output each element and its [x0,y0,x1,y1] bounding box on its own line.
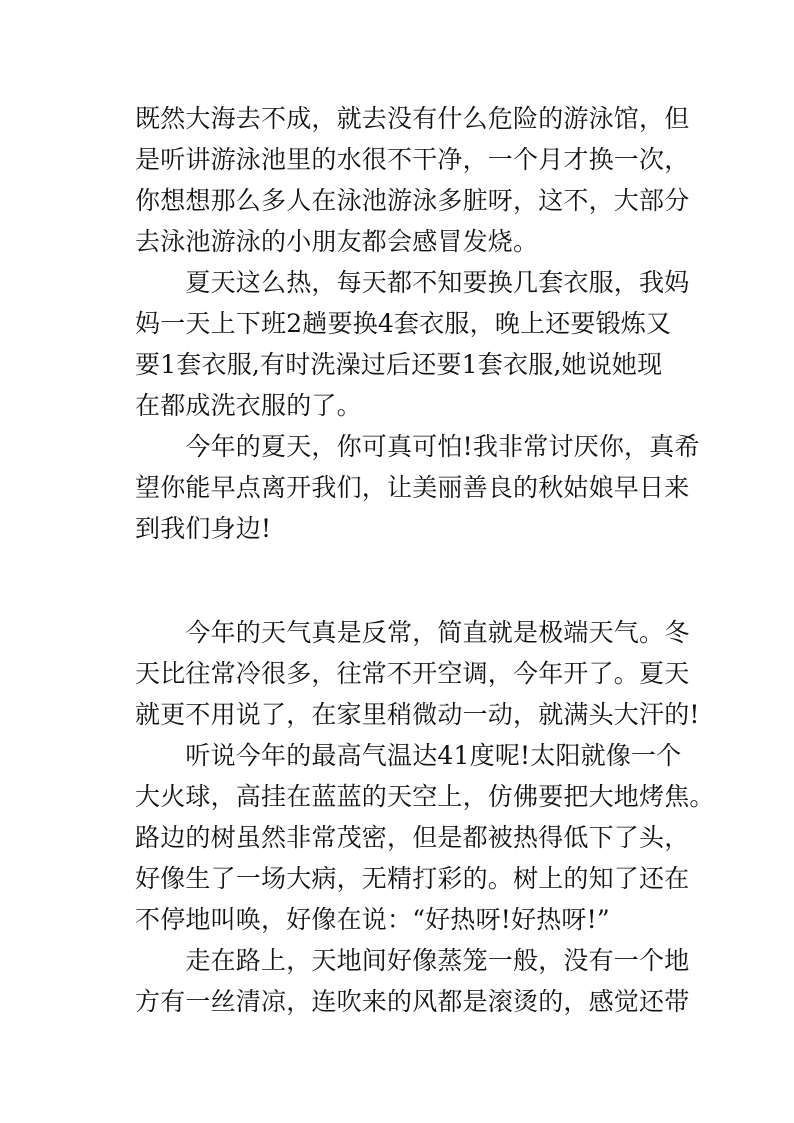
text-line: 天比往常冷很多，往常不开空调，今年开了。夏天 [135,659,690,688]
text-line: 今年的天气真是反常，简直就是极端天气。冬 [135,618,690,647]
text-line: 走在路上，天地间好像蒸笼一般，没有一个地 [135,946,690,975]
text-line: 今年的夏天，你可真可怕!我非常讨厌你，真希 [135,432,700,461]
text-line: 妈一天上下班2趟要换4套衣服，晚上还要锻炼又 [135,309,672,338]
text-line: 要1套衣服,有时洗澡过后还要1套衣服,她说她现 [135,350,663,379]
text-line: 你想想那么多人在泳池游泳多脏呀，这不，大部分 [135,186,690,215]
text-line: 夏天这么热，每天都不知要换几套衣服，我妈 [135,268,690,297]
text-line: 路边的树虽然非常茂密，但是都被热得低下了头， [135,823,690,852]
text-line: 去泳池游泳的小朋友都会感冒发烧。 [135,227,539,256]
text-line: 大火球，高挂在蓝蓝的天空上，仿佛要把大地烤焦。 [135,782,715,811]
text-line: 不停地叫唤，好像在说：“好热呀!好热呀!” [135,905,610,934]
text-line: 是听讲游泳池里的水很不干净，一个月才换一次， [135,145,690,174]
text-section-1 [135,98,700,549]
text-section-2 [135,612,715,1022]
text-line: 既然大海去不成，就去没有什么危险的游泳馆，但 [135,104,690,133]
text-line: 在都成洗衣服的了。 [135,391,362,420]
text-line: 好像生了一场大病，无精打彩的。树上的知了还在 [135,864,690,893]
text-line: 到我们身边! [135,514,272,543]
text-line: 听说今年的最高气温达41度呢!太阳就像一个 [135,741,682,770]
text-line: 方有一丝清凉，连吹来的风都是滚烫的，感觉还带 [135,987,690,1016]
text-line: 望你能早点离开我们，让美丽善良的秋姑娘早日来 [135,473,690,502]
text-line: 就更不用说了，在家里稍微动一动，就满头大汗的! [135,700,700,729]
